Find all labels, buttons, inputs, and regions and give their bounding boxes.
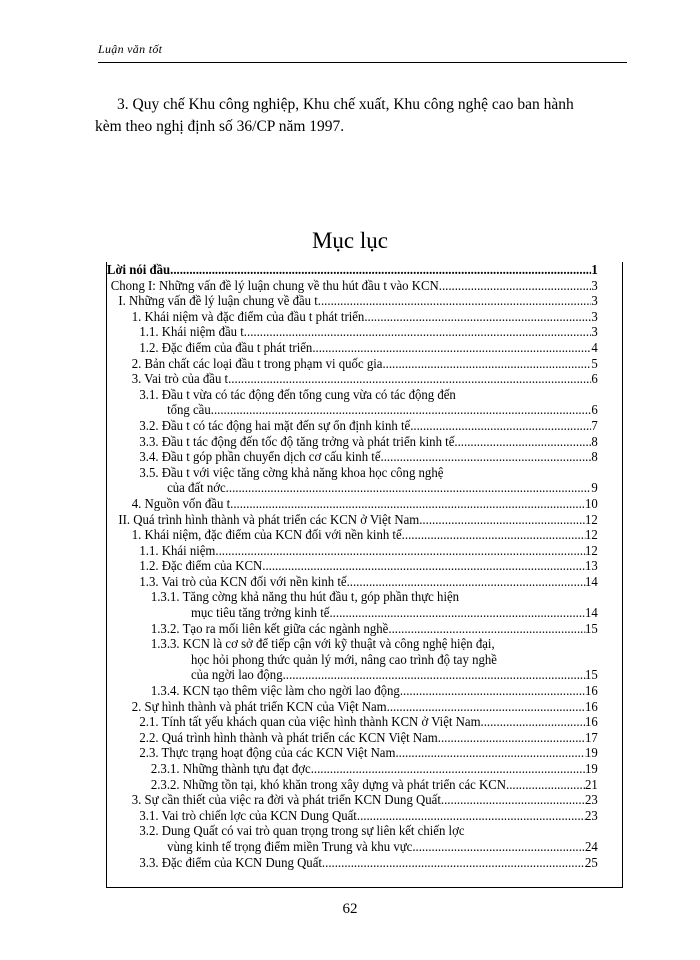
toc-entry[interactable]: 2.3.1. Những thành tựu đạt đợc ..... 19 [105,761,598,777]
toc-entry[interactable]: 2.2. Quá trình hình thành và phát triển các KCN Việt Nam ..... 17 [105,730,598,746]
toc-title: Mục lục [311,228,388,253]
reference-item [95,94,637,138]
page-number: 62 [342,901,358,917]
toc-entry[interactable]: 2. Sự hình thành và phát triển KCN của Việt Nam ..... 16 [105,699,598,715]
toc-entry[interactable]: 1. Khái niệm, đặc điểm của KCN đối với nền kinh tế ..... 12 [105,527,598,543]
toc-entry[interactable]: 3. Vai trò của đầu t ..... 6 [105,371,598,387]
toc-entry[interactable]: 3. Sự cần thiết của việc ra đời và phát triển KCN Dung Quất ..... 23 [105,792,598,808]
reference-line-2: kèm theo nghị định số 36/CP năm 1997. [95,118,345,135]
toc-entry[interactable]: 2.3.2. Những tồn tại, khó khăn trong xây dựng và phát triển các KCN ..... 21 [105,777,598,793]
toc-entry[interactable]: Lời nói đầu ..... 1 [105,262,598,278]
toc-entry[interactable]: 3.3. Đặc điểm của KCN Dung Quất ..... 25 [105,855,598,871]
toc-entry[interactable]: 3.1. Đầu t vừa có tác động đến tổng cung vừa có tác động đến tổng cầu ..... 6 [105,387,598,418]
toc-entry[interactable]: 4. Nguồn vốn đầu t ..... 10 [105,496,598,512]
toc-entry[interactable]: 1.3.2. Tạo ra mối liên kết giữa các ngành nghề ..... 15 [105,621,598,637]
toc-entry[interactable]: 3.2. Đầu t có tác động hai mặt đến sự ổn định kinh tế ..... 7 [105,418,598,434]
toc-entry[interactable]: 2.3. Thực trạng hoạt động của các KCN Việt Nam ..... 19 [105,745,598,761]
toc-entry[interactable]: I. Những vấn đề lý luận chung về đầu t ..... 3 [105,293,598,309]
toc-entry[interactable]: Chong I: Những vấn đề lý luận chung về thu hút đầu t vào KCN ..... 3 [105,278,598,294]
toc-entry[interactable]: 1.3. Vai trò của KCN đối với nền kinh tế ..... 14 [105,574,598,590]
reference-line-1: 3. Quy chế Khu công nghiệp, Khu chế xuất, Khu công nghệ cao ban hành [117,96,574,113]
toc-entry[interactable]: 3.4. Đầu t góp phần chuyển dịch cơ cấu kinh tế ..... 8 [105,449,598,465]
toc-entry[interactable]: 3.1. Vai trò chiến lợc của KCN Dung Quất ..... 23 [105,808,598,824]
toc-entry[interactable]: 1.3.4. KCN tạo thêm việc làm cho ngời lao động ..... 16 [105,683,598,699]
toc-entry[interactable]: 1.1. Khái niệm ..... 12 [105,543,598,559]
toc-entry[interactable]: 3.5. Đầu t với việc tăng cờng khả năng khoa học công nghệ của đất nớc ..... 9 [105,465,598,496]
toc-entry[interactable]: 1.2. Đặc điểm của KCN ..... 13 [105,558,598,574]
toc-entry[interactable]: II. Quá trình hình thành và phát triển các KCN ở Việt Nam ..... 12 [105,512,598,528]
toc-entry[interactable]: 3.3. Đầu t tác động đến tốc độ tăng trởng và phát triển kinh tế ..... 8 [105,434,598,450]
toc-entry[interactable]: 1.3.3. KCN là cơ sở để tiếp cận với kỹ thuật và công nghệ hiện đại, học hỏi phong thức quản lý mới, nâng cao trình độ tay nghề của ngời lao động ..... 15 [105,636,598,683]
toc-entry[interactable]: 2.1. Tính tất yếu khách quan của việc hình thành KCN ở Việt Nam ..... 16 [105,714,598,730]
table-of-contents [105,262,598,870]
toc-entry[interactable]: 1.3.1. Tăng cờng khả năng thu hút đầu t, góp phần thực hiện mục tiêu tăng trởng kinh tế ..... 14 [105,589,598,620]
toc-entry[interactable]: 1.2. Đặc điểm của đầu t phát triển ..... 4 [105,340,598,356]
toc-entry[interactable]: 3.2. Dung Quất có vai trò quan trọng trong sự liên kết chiến lợc vùng kinh tế trọng điểm miền Trung và khu vực ..... 24 [105,823,598,854]
toc-entry[interactable]: 1. Khái niệm và đặc điểm của đầu t phát triển ..... 3 [105,309,598,325]
running-header: Luận văn tốt [98,42,163,56]
toc-entry[interactable]: 1.1. Khái niệm đầu t ..... 3 [105,324,598,340]
toc-entry[interactable]: 2. Bản chất các loại đầu t trong phạm vi quốc gia ..... 5 [105,356,598,372]
header-rule [98,62,627,63]
